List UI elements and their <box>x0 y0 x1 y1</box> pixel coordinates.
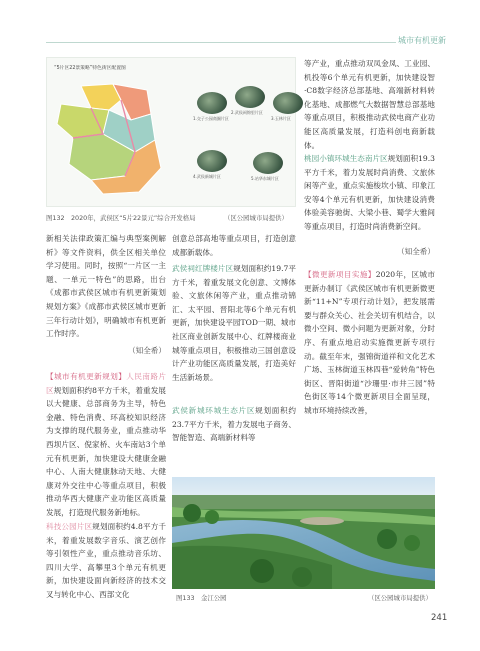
col1-signature: （知全希） <box>128 346 166 355</box>
district-map <box>51 80 169 198</box>
col3-signature: （知全希） <box>397 247 435 256</box>
col3-paragraph-2: 规划面积19.3平方千米，着力发展时尚消费、文旅休闲等产业，重点实施梭坎小镇、印象江安等4个单元有机更新，加快建设消费体验美容驰街、大梁小巷、蜀学大雅间等重点项目，打造时尚消费新空间。 <box>304 154 435 231</box>
col2-zone-block-1 <box>172 262 296 384</box>
section-title-planning: 【城市有机更新规划】 <box>46 372 127 381</box>
header-rule <box>46 42 396 43</box>
zone-name-kejigongyuan: 科技公园片区 <box>46 522 93 531</box>
thumbnail-caption-5: 5.站华东城片区 <box>251 176 279 181</box>
col3-zone-block <box>304 152 435 234</box>
thumbnail-4 <box>197 150 227 172</box>
thumbnail-5 <box>253 152 283 174</box>
figure-133 <box>172 477 435 589</box>
col3-paragraph-1: 等产业，重点推动双凤金凤、工业园、机投等6个单元有机更新，加快建设智·C8数字经济总部基地、高端新材料转化基地、成都燃气大数据智慧总部基地等重点项目，积极推动武侯电商产业功能区高质量发展，打造科创电商新载体。 <box>304 59 435 150</box>
section-title-micro-renewal: 【微更新项目实施】 <box>304 270 376 279</box>
thumbnail-caption-1: 1.交子公园商圈片区 <box>193 116 229 121</box>
running-header: 城市有机更新 <box>398 36 446 45</box>
col3-paragraph-3: 2020年，区城市更新办制订《武侯区城市有机更新微更新“11+N”专项行动计划》，把发展需要与群众关心、社会关切有机结合，以微小空间、微小问题为更新对象，分时序、有重点地启动实施微更新专项行动。截至年末，强锦街道祥和文化艺术广场、玉林街道玉林四巷“爱转角”特色街区、晋阳街道“沙珊里·市井三园”特色街区等14个微更新项目全面呈现，城市环境持续改善， <box>304 270 436 415</box>
thumbnail-3 <box>273 92 303 114</box>
thumbnail-caption-4: 4.武侯新城片区 <box>193 174 221 179</box>
col1-paragraph-2: 规划面积约8平方千米，着重发展以大健康、总部商务为主导，特色金融、特色消费、环高校知识经济为支撑的现代服务业，重点推动华西坝片区、倪家桥、火车南站3个单元有机更新，加快建设大健康金融中心、人南大健康脉动天地、大健康对外交往中心等重点项目，积极推动华西大健康产业功能区高质量发展，打造现代服务新地标。 <box>46 385 166 517</box>
thumbnail-caption-3: 3.玉林片区 <box>271 116 291 121</box>
col1-paragraph-1: 新相关法律政策汇编与典型案例解析》等文件资料，供全区相关单位学习使用。同时，按照“一片区一主题、一单元一特色”的思路，出台《成都市武侯区城市有机更新策划规划方案》《成都市武侯区城市更新三年行动计划》，明确城市有机更新工作时序。 <box>46 234 166 339</box>
thumbnail-1 <box>197 92 227 114</box>
zone-name-renmin: 人民南路片区 <box>46 372 167 395</box>
map-title: “5片区22景策略”特色街区配置图 <box>54 66 126 71</box>
col2-paragraph-2: 规划面积约19.7平方千米，着重发展文化创意、文博体验、文旅休闲等产业，重点推动锦汇、太平园、晋阳北等6个单元有机更新，加快建设平园TOD一期、城市社区商业创新发展中心、红牌楼商业城等重点项目，积极推动三国创意设计产业功能区高质量发展，打造美好生活新场景。 <box>172 264 296 382</box>
thumbnail-caption-2: 2.武侯祠锦里片区 <box>231 110 263 115</box>
figure-133-credit: （区公园城市局提供） <box>368 594 432 602</box>
col1-paragraph-3: 规划面积约4.8平方千米，着重发展数字音乐、演艺创作等引领性产业，重点推动音乐坊、四川大学、高攀里3个单元有机更新，加快建设面向新经济的技术交叉与转化中心、西部文化 <box>46 522 167 599</box>
col2-paragraph-1: 创意总部高地等重点项目，打造创意成都新载体。 <box>172 234 296 257</box>
zone-name-wuhouci: 武侯祠红牌楼片区 <box>172 264 234 273</box>
col1-zone-block <box>46 520 166 602</box>
col3-section-block <box>304 268 435 418</box>
col2-zone-block-2 <box>172 404 296 445</box>
figure-133-caption: 图133 金江公园 <box>176 594 227 602</box>
zone-name-wuhouxincheng: 武侯新城环城生态片区 <box>172 406 256 415</box>
figure-132-credit: （区公园城市局提供） <box>224 214 288 222</box>
figure-132-caption: 图132 2020年，武侯区“5片22景元”综合开发格局 <box>46 214 196 222</box>
col2-paragraph-3: 规划面积约23.7平方千米，着力发展电子商务、智能智造、高端新材料等 <box>172 406 297 443</box>
col1-section-block <box>46 370 166 520</box>
figure-132 <box>46 57 296 207</box>
park-photo <box>172 477 435 589</box>
page-number: 241 <box>431 613 448 623</box>
zone-name-taoyuan: 桃园小镇环城生态南片区 <box>304 154 388 163</box>
thumbnail-2 <box>235 86 265 108</box>
